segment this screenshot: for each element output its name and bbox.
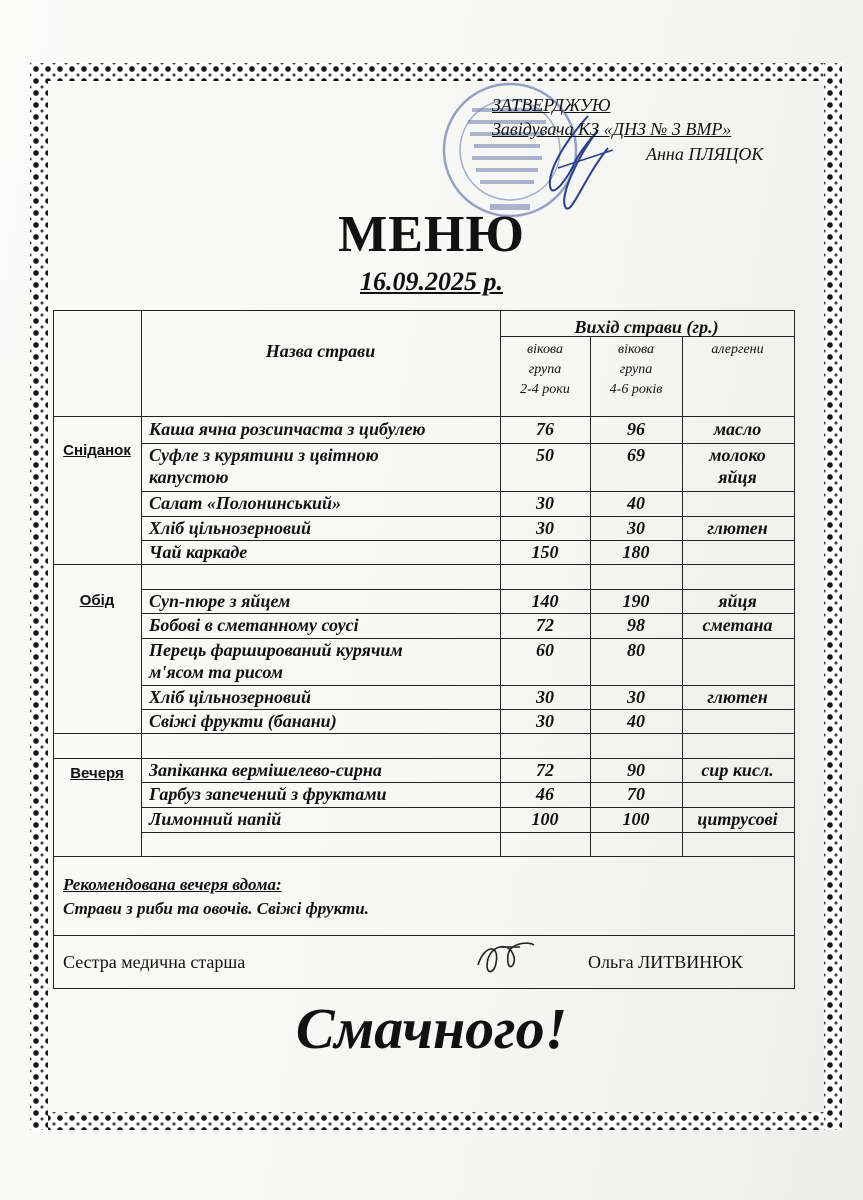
row-portion-4-6: 80 — [627, 640, 645, 660]
row-dish-name: Свіжі фрукти (банани) — [149, 711, 337, 731]
grid-hline — [53, 733, 794, 734]
row-portion-4-6: 30 — [627, 518, 645, 538]
meal-lunch: Обід — [79, 592, 115, 609]
row-portion-4-6: 40 — [627, 493, 645, 513]
header-age2-line3: 4-6 років — [609, 382, 663, 397]
menu-date: 16.09.2025 р. — [360, 267, 503, 296]
row-allergen-line: молоко — [709, 445, 766, 465]
row-dish-name — [149, 444, 497, 488]
row-portion-4-6: 70 — [627, 784, 645, 804]
nurse-signature — [470, 935, 540, 980]
row-portion-2-4: 72 — [536, 760, 554, 780]
row-dish-name: Хліб цільнозерновий — [149, 518, 312, 538]
header-allergens: алергени — [711, 342, 764, 357]
closing-greeting: Смачного! — [295, 996, 568, 1061]
row-dish-name: Салат «Полонинський» — [149, 493, 342, 513]
grid-hline — [141, 832, 794, 833]
row-allergen: яйця — [718, 591, 757, 611]
row-allergen: масло — [713, 419, 762, 439]
row-dish-name: Запіканка вермішелево-сирна — [149, 760, 382, 780]
row-portion-4-6: 40 — [627, 711, 645, 731]
row-allergen — [682, 444, 793, 488]
row-portion-2-4: 100 — [531, 809, 559, 829]
row-portion-2-4: 30 — [536, 687, 554, 707]
row-dish-name: Хліб цільнозерновий — [149, 687, 312, 707]
row-portion-2-4: 30 — [536, 493, 554, 513]
header-age1-line1: вікова — [527, 342, 563, 357]
row-portion-2-4: 140 — [531, 591, 559, 611]
header-age1-line2: група — [528, 362, 562, 377]
row-portion-4-6: 180 — [622, 542, 650, 562]
row-allergen: цитрусові — [697, 809, 778, 829]
recommendation-heading: Рекомендована вечеря вдома: — [63, 875, 282, 894]
recommendation-box — [53, 855, 795, 936]
row-portion-4-6: 100 — [622, 809, 650, 829]
row-dish-name: Чай каркаде — [149, 542, 248, 562]
row-dish-name: Суп-пюре з яйцем — [149, 591, 291, 611]
row-dish-line: Перець фарширований курячим — [149, 640, 403, 660]
row-portion-2-4: 150 — [531, 542, 559, 562]
approval-person: Анна ПЛЯЦОК — [646, 144, 764, 164]
meal-breakfast: Сніданок — [63, 442, 131, 459]
row-portion-4-6: 98 — [627, 615, 645, 635]
header-age-group-4-6 — [590, 340, 682, 400]
row-portion-4-6: 69 — [627, 445, 645, 465]
row-portion-4-6: 90 — [627, 760, 645, 780]
header-age-group-2-4 — [500, 340, 590, 400]
row-portion-2-4: 72 — [536, 615, 554, 635]
nurse-name: Ольга ЛИТВИНЮК — [588, 952, 743, 972]
row-dish-name: Лимонний напій — [149, 809, 282, 829]
nurse-title: Сестра медична старша — [63, 952, 246, 972]
page-title: МЕНЮ — [338, 206, 525, 263]
ornamental-border-bottom — [30, 1112, 842, 1130]
grid-hline — [53, 416, 794, 417]
header-age2-line2: група — [619, 362, 653, 377]
header-output: Вихід страви (гр.) — [574, 317, 719, 337]
row-portion-2-4: 60 — [536, 640, 554, 660]
row-dish-name: Бобові в сметанному соусі — [149, 615, 359, 635]
row-allergen: глютен — [707, 687, 768, 707]
row-portion-2-4: 46 — [536, 784, 554, 804]
row-allergen: сир кисл. — [701, 760, 774, 780]
row-dish-line: Суфле з курятини з цвітною — [149, 445, 379, 465]
approval-position: Завідувача КЗ «ДНЗ № 3 ВМР» — [492, 119, 732, 139]
row-portion-4-6: 30 — [627, 687, 645, 707]
row-portion-2-4: 30 — [536, 711, 554, 731]
recommendation-text: Страви з риби та овочів. Свіжі фрукти. — [63, 899, 369, 918]
row-portion-2-4: 76 — [536, 419, 554, 439]
grid-hline — [53, 564, 794, 565]
row-portion-4-6: 190 — [622, 591, 650, 611]
row-portion-4-6: 96 — [627, 419, 645, 439]
approval-heading: ЗАТВЕРДЖУЮ — [492, 95, 611, 115]
row-dish-name: Гарбуз запечений з фруктами — [149, 784, 387, 804]
row-portion-2-4: 30 — [536, 518, 554, 538]
row-allergen: глютен — [707, 518, 768, 538]
row-dish-line: м'ясом та рисом — [149, 662, 283, 682]
row-dish-name: Каша ячна розсипчаста з цибулею — [149, 419, 426, 439]
row-allergen: сметана — [702, 615, 773, 635]
grid-vline — [141, 310, 142, 856]
row-dish-line: капустою — [149, 467, 229, 487]
row-portion-2-4: 50 — [536, 445, 554, 465]
header-age2-line1: вікова — [618, 342, 654, 357]
header-age1-line3: 2-4 роки — [520, 382, 570, 397]
row-dish-name — [149, 639, 497, 683]
header-dish-name: Назва страви — [265, 341, 376, 361]
meal-dinner: Вечеря — [70, 765, 124, 782]
row-allergen-line: яйця — [718, 467, 757, 487]
